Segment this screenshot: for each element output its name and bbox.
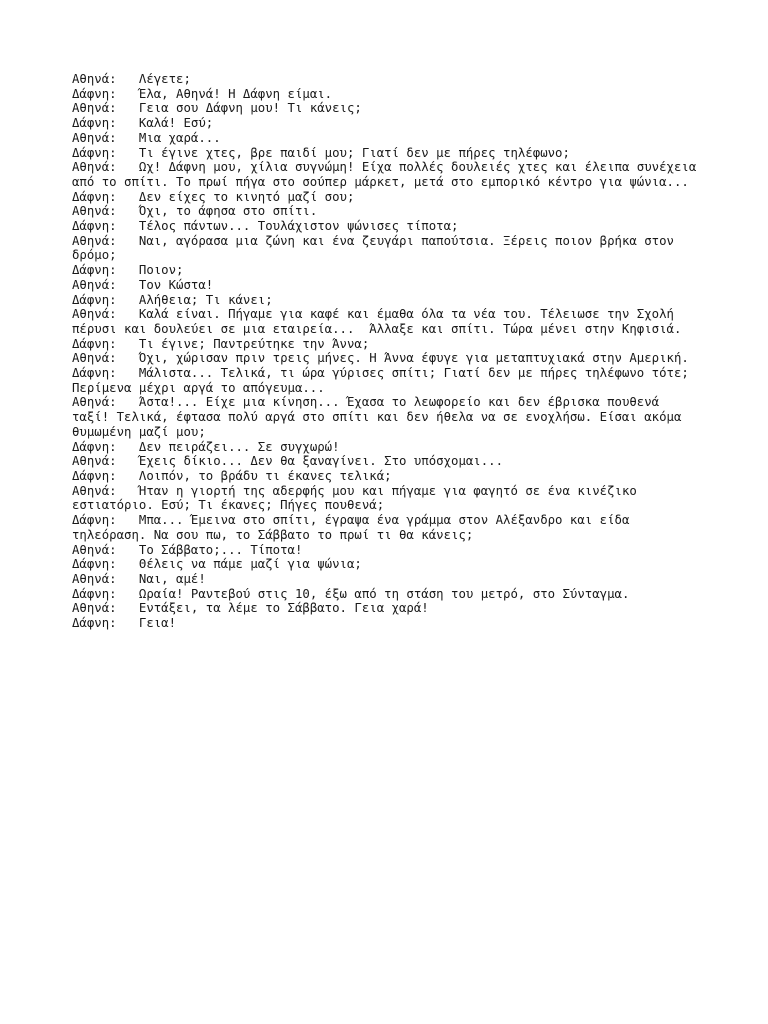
dialogue-turn — [72, 204, 698, 219]
dialogue-line: Τι έγινε; Παντρεύτηκε την Άννα; — [138, 336, 370, 351]
speaker-name: Δάφνη: — [72, 292, 117, 307]
dialogue-turn — [72, 72, 698, 87]
dialogue-line: Ποιον; — [138, 263, 184, 278]
dialogue-turn — [72, 587, 698, 602]
dialogue-line: Άστα!... Είχε μια κίνηση... Έχασα το λεωφορείο και δεν έβρισκα πουθενά ταξί! Τελικά, έφτασα πολύ αργά στο σπίτι και δεν ήθελα να σε ενοχλήσω. Είσαι ακόμα θυμωμένη μαζί μου; — [72, 395, 689, 439]
speaker-name: Δάφνη: — [72, 189, 117, 204]
dialogue-line: Τέλος πάντων... Τουλάχιστον ψώνισες τίποτα; — [138, 219, 459, 234]
dialogue-line: Λοιπόν, το βράδυ τι έκανες τελικά; — [138, 468, 392, 483]
dialogue-line: Όχι, το άφησα στο σπίτι. — [138, 204, 318, 219]
speaker-name: Αθηνά: — [72, 542, 117, 557]
dialogue-line: Γεια! — [138, 616, 177, 631]
dialogue-turn — [72, 513, 698, 542]
dialogue-line: Ωραία! Ραντεβού στις 10, έξω από τη στάση του μετρό, στο Σύνταγμα. — [138, 586, 630, 601]
dialogue-turn — [72, 616, 698, 631]
dialogue-line: Λέγετε; — [138, 72, 191, 86]
dialogue-turn — [72, 572, 698, 587]
speaker-name: Δάφνη: — [72, 439, 117, 454]
speaker-name: Δάφνη: — [72, 263, 117, 278]
dialogue-turn — [72, 557, 698, 572]
speaker-name: Αθηνά: — [72, 233, 117, 248]
speaker-name: Δάφνη: — [72, 145, 117, 160]
dialogue-line: Καλά! Εσύ; — [138, 116, 214, 131]
dialogue-line: Αλήθεια; Τι κάνει; — [138, 292, 273, 307]
speaker-name: Δάφνη: — [72, 336, 117, 351]
dialogue-line: Όχι, χώρισαν πριν τρεις μήνες. Η Άννα έφυγε για μεταπτυχιακά στην Αμερική. — [138, 351, 689, 366]
speaker-name: Δάφνη: — [72, 557, 117, 572]
dialogue-line: Δεν πειράζει... Σε συγχωρώ! — [138, 439, 340, 454]
speaker-name: Δάφνη: — [72, 468, 117, 483]
dialogue-turn — [72, 278, 698, 293]
dialogue-line: Έλα, Αθηνά! Η Δάφνη είμαι. — [138, 86, 333, 101]
dialogue-turn — [72, 146, 698, 161]
dialogue-line: Ήταν η γιορτή της αδερφής μου και πήγαμε για φαγητό σε ένα κινέζικο εστιατόριο. Εσύ; Τι έκανες; Πήγες πουθενά; — [72, 483, 645, 513]
dialogue-line: Τον Κώστα! — [138, 277, 214, 292]
dialogue-line: Έχεις δίκιο... Δεν θα ξαναγίνει. Στο υπόσχομαι... — [138, 454, 504, 469]
dialogue-line: Καλά είναι. Πήγαμε για καφέ και έμαθα όλα τα νέα του. Τέλειωσε την Σχολή πέρυσι και δουλεύει σε μια εταιρεία... Άλλαξε και σπίτι. Τώρα μένει στην Κηφισιά. — [72, 307, 682, 336]
speaker-name: Αθηνά: — [72, 454, 117, 469]
dialogue-document — [72, 72, 704, 631]
dialogue-turn — [72, 116, 698, 131]
dialogue-turn — [72, 190, 698, 205]
dialogue-line: Γεια σου Δάφνη μου! Τι κάνεις; — [138, 101, 362, 116]
dialogue-line: Μπα... Έμεινα στο σπίτι, έγραψα ένα γράμμα στον Αλέξανδρο και είδα τηλεόραση. Να σου πω, το Σάββατο το πρωί τι θα κάνεις; — [72, 513, 637, 542]
speaker-name: Αθηνά: — [72, 160, 117, 175]
dialogue-turn — [72, 219, 698, 234]
speaker-name: Αθηνά: — [72, 130, 117, 145]
speaker-name: Αθηνά: — [72, 571, 117, 586]
dialogue-turn — [72, 366, 698, 395]
dialogue-turn — [72, 87, 698, 102]
dialogue-turn — [72, 601, 698, 616]
dialogue-line: Ναι, αγόρασα μια ζώνη και ένα ζευγάρι παπούτσια. Ξέρεις ποιον βρήκα στον δρόμο; — [72, 233, 682, 263]
speaker-name: Αθηνά: — [72, 277, 117, 292]
dialogue-line: Τι έγινε χτες, βρε παιδί μου; Γιατί δεν με πήρες τηλέφωνο; — [138, 145, 570, 160]
dialogue-turn — [72, 351, 698, 366]
speaker-name: Αθηνά: — [72, 204, 117, 219]
speaker-name: Αθηνά: — [72, 72, 117, 86]
dialogue-turn — [72, 234, 698, 263]
dialogue-turn — [72, 543, 698, 558]
dialogue-turn — [72, 484, 698, 513]
dialogue-turn — [72, 440, 698, 455]
speaker-name: Δάφνη: — [72, 219, 117, 234]
dialogue-line: Ναι, αμέ! — [138, 571, 206, 586]
speaker-name: Αθηνά: — [72, 307, 117, 322]
speaker-name: Δάφνη: — [72, 86, 117, 101]
dialogue-turn — [72, 263, 698, 278]
speaker-name: Δάφνη: — [72, 513, 117, 528]
speaker-name: Αθηνά: — [72, 351, 117, 366]
speaker-name: Δάφνη: — [72, 616, 117, 631]
dialogue-line: Εντάξει, τα λέμε το Σάββατο. Γεια χαρά! — [138, 601, 429, 616]
dialogue-line: Το Σάββατο;... Τίποτα! — [138, 542, 303, 557]
dialogue-turn — [72, 160, 704, 189]
dialogue-turn — [72, 131, 698, 146]
speaker-name: Δάφνη: — [72, 116, 117, 131]
speaker-name: Δάφνη: — [72, 586, 117, 601]
dialogue-turn — [72, 469, 698, 484]
dialogue-turn — [72, 307, 698, 336]
dialogue-turn — [72, 101, 698, 116]
dialogue-turn — [72, 454, 698, 469]
dialogue-line: Ωχ! Δάφνη μου, χίλια συγνώμη! Είχα πολλές δουλειές χτες και έλειπα συνέχεια από το σπίτι. Το πρωί πήγα στο σούπερ μάρκετ, μετά στο εμπορικό κέντρο για ψώνια... — [72, 160, 704, 189]
dialogue-line: Μια χαρά... — [138, 130, 221, 145]
dialogue-turn — [72, 293, 698, 308]
speaker-name: Δάφνη: — [72, 366, 117, 381]
dialogue-line: Θέλεις να πάμε μαζί για ψώνια; — [138, 557, 362, 572]
dialogue-line: Δεν είχες το κινητό μαζί σου; — [138, 189, 355, 204]
dialogue-turn — [72, 395, 698, 439]
dialogue-line: Μάλιστα... Τελικά, τι ώρα γύρισες σπίτι; Γιατί δεν με πήρες τηλέφωνο τότε; Περίμενα μέχρι αργά το απόγευμα... — [72, 366, 697, 395]
dialogue-turn — [72, 337, 698, 352]
speaker-name: Αθηνά: — [72, 101, 117, 116]
speaker-name: Αθηνά: — [72, 483, 117, 498]
speaker-name: Αθηνά: — [72, 395, 117, 410]
speaker-name: Αθηνά: — [72, 601, 117, 616]
